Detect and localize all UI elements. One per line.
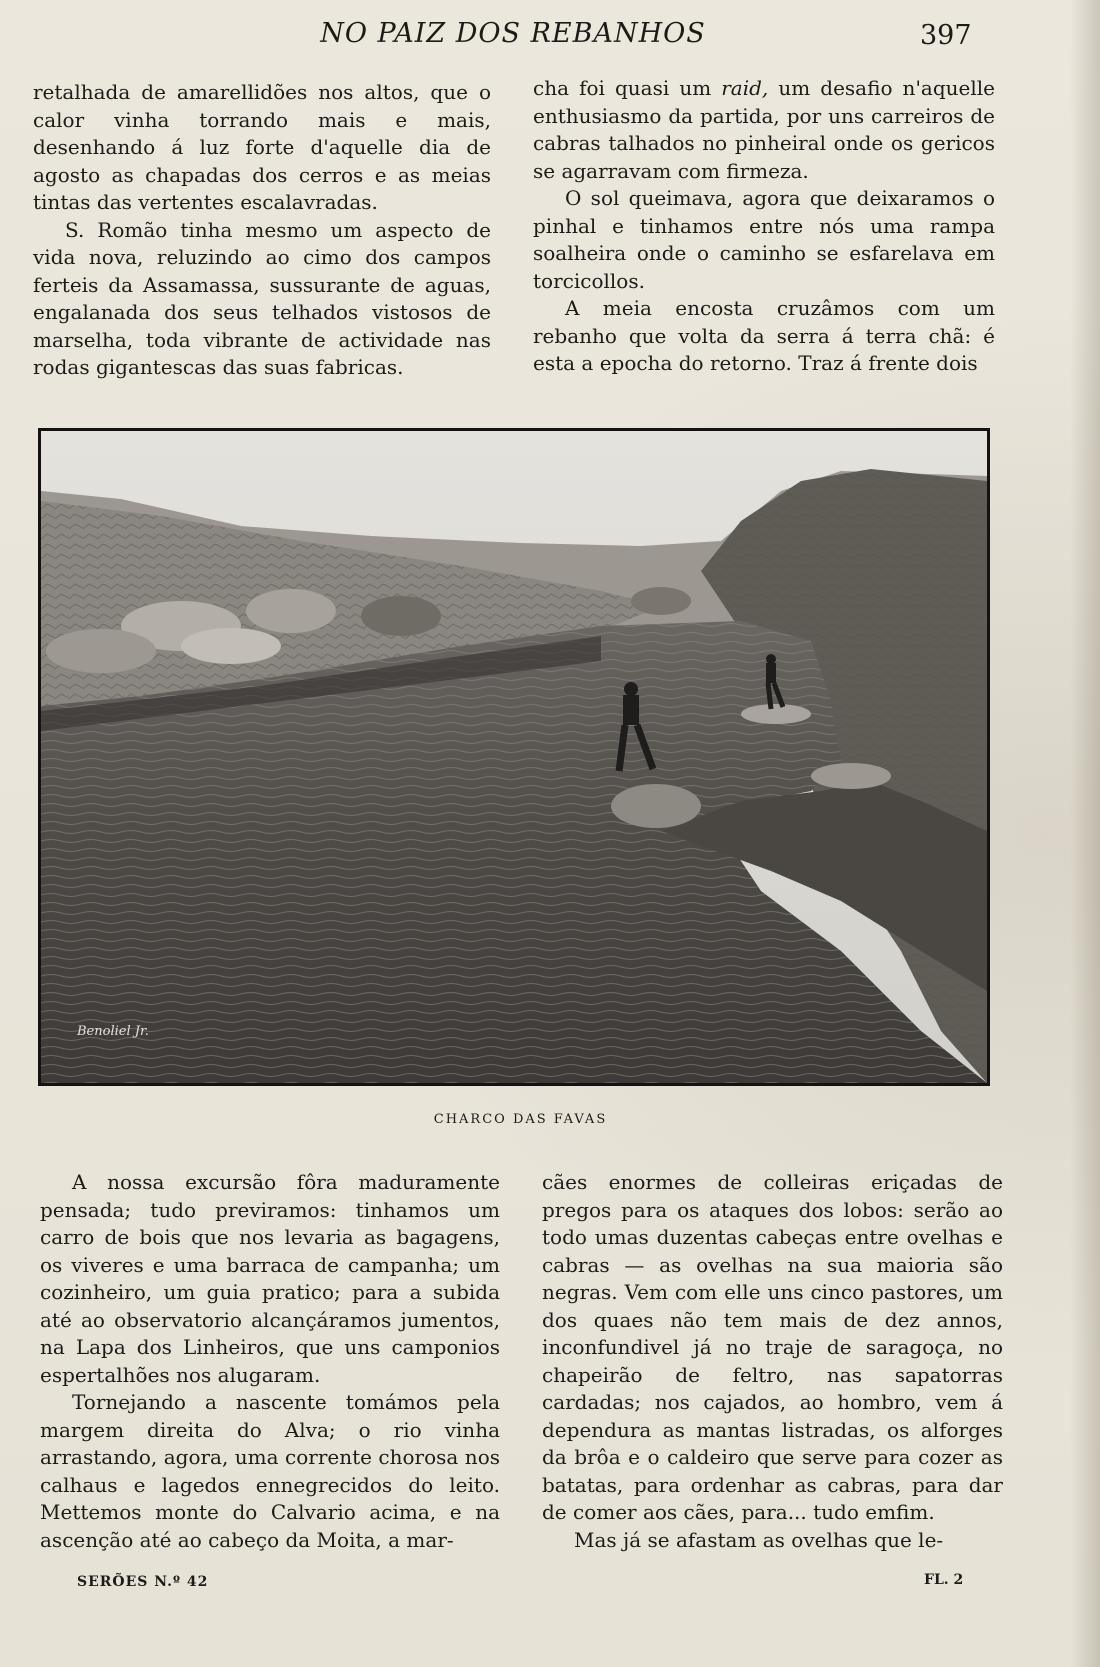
top-left-column bbox=[33, 79, 491, 382]
paragraph: O sol queimava, agora que deixaramos o pinhal e tinhamos entre nós uma rampa soalheira onde o caminho se esfarelava em torcicollos. bbox=[533, 186, 995, 293]
top-right-column bbox=[533, 75, 995, 378]
paragraph: Mas já se afastam as ovelhas que le- bbox=[574, 1527, 944, 1552]
paragraph: cães enormes de colleiras eriçadas de pregos para os ataques dos lobos: serão ao todo umas duzentas cabeças entre ovelhas e cabras — as ovelhas na sua maioria são negras. Vem com elle uns cinco pastores, um dos quaes não tem mais de dez annos, inconfundivel já no traje de saragoça, no chapeirão de feltro, nas sapatorras cardadas; nos cajados, ao hombro, vem á dependura as mantas listradas, os alforges da brôa e o caldeiro que serve para cozer as batatas, para ordenhar as cabras, para dar de comer aos cães, para... tudo emfim. bbox=[542, 1170, 1003, 1524]
sheet-footer: FL. 2 bbox=[924, 1572, 964, 1588]
photographer-signature: Benoliel Jr. bbox=[77, 1024, 149, 1039]
page-edge-shadow bbox=[1070, 0, 1100, 1667]
paragraph bbox=[533, 75, 995, 185]
text-run: um desafio n'aquelle enthusiasmo da partida, por uns carreiros de cabras talhados no pinheiral onde os gericos se agarravam com firmeza. bbox=[533, 76, 996, 183]
paragraph: A nossa excursão fôra maduramente pensada; tudo previramos: tinhamos um carro de bois que nos levaria as bagagens, os viveres e uma barraca de campanha; um cozinheiro, um guia pratico; para a subida até ao observatorio alcançáramos jumentos, na Lapa dos Linheiros, que uns camponios espertalhões nos alugaram. bbox=[40, 1170, 500, 1387]
bottom-left-column bbox=[40, 1169, 500, 1554]
paragraph: Tornejando a nascente tomámos pela margem direita do Alva; o rio vinha arrastando, agora, uma corrente chorosa nos calhaus e lagedos ennegrecidos do leito. Mettemos monte do Calvario acima, e na ascenção até ao cabeço da Moita, a mar- bbox=[40, 1390, 500, 1552]
issue-footer: SERÕES N.º 42 bbox=[77, 1574, 209, 1590]
bottom-right-column bbox=[542, 1169, 1003, 1554]
text-run: cha foi quasi um bbox=[533, 76, 722, 100]
landscape-photo-illustration bbox=[41, 431, 987, 1083]
page-number: 397 bbox=[920, 20, 972, 51]
paragraph: A meia encosta cruzâmos com um rebanho que volta da serra á terra chã: é esta a epocha do retorno. Traz á frente dois bbox=[533, 296, 995, 375]
paragraph: S. Romão tinha mesmo um aspecto de vida nova, reluzindo ao cimo dos campos ferteis da Assamassa, sussurante de aguas, engalanada dos seus telhados vistosos de marselha, toda vibrante de actividade nas rodas gigantescas das suas fabricas. bbox=[33, 217, 491, 379]
photo-caption: CHARCO DAS FAVAS bbox=[433, 1112, 608, 1127]
italic-word: raid, bbox=[721, 76, 769, 100]
running-title: NO PAIZ DOS REBANHOS bbox=[320, 18, 706, 49]
photograph-charco-das-favas bbox=[38, 428, 990, 1086]
paragraph: retalhada de amarellidões nos altos, que o calor vinha torrando mais e mais, desenhando á luz forte d'aquelle dia de agosto as chapadas dos cerros e as meias tintas das vertentes escalavradas. bbox=[33, 80, 491, 214]
